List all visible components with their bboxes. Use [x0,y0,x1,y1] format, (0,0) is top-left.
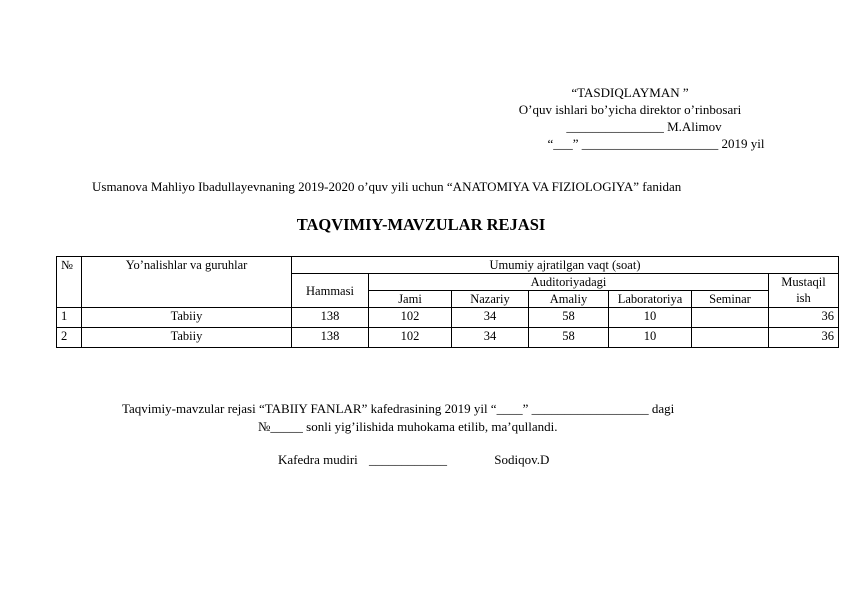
row-theory: 34 [452,328,529,348]
header-auditorium: Auditoriyadagi [369,274,769,291]
department-head-signature: ____________ [369,452,448,467]
row-number: 1 [57,308,82,328]
department-head-name: Sodiqov.D [494,452,550,467]
intro-line: Usmanova Mahliyo Ibadullayevnaning 2019-2020 o’quv yili uchun “ANATOMIYA VA FIZIOLOGIYA” fanidan [92,179,682,194]
footer-line-1: Taqvimiy-mavzular rejasi “TABIIY FANLAR” kafedrasining 2019 yil “____” __________________ dagi [122,401,675,416]
header-independent-label: Mustaqil ish [781,275,826,305]
row-theory: 34 [452,308,529,328]
plan-table [56,256,839,348]
row-total: 138 [292,328,369,348]
row-number: 2 [57,328,82,348]
approval-title: “TASDIQLAYMAN ” [571,85,689,100]
header-theory: Nazariy [452,291,529,308]
header-total-time: Umumiy ajratilgan vaqt (soat) [292,257,839,274]
department-head-line [278,452,549,468]
header-practice: Amaliy [529,291,609,308]
footer-line-2: №_____ sonli yig’ilishida muhokama etilib, ma’qullandi. [258,419,558,434]
header-independent [769,274,839,308]
table-row [57,328,839,348]
approval-position: O’quv ishlari bo’yicha direktor o’rinbosari [518,102,742,117]
table-row [57,308,839,328]
header-number: № [57,257,82,308]
row-lab: 10 [609,328,692,348]
approval-block [480,84,780,152]
row-sum: 102 [369,308,452,328]
row-independent: 36 [769,308,839,328]
row-sum: 102 [369,328,452,348]
header-sum: Jami [369,291,452,308]
header-seminar: Seminar [692,291,769,308]
approval-date-line: “___” _____________________ 2019 yil [547,136,765,151]
document-title: TAQVIMIY-MAVZULAR REJASI [296,215,546,234]
header-lab: Laboratoriya [609,291,692,308]
table-header-row-1 [57,257,839,274]
header-groups: Yo’nalishlar va guruhlar [82,257,292,308]
approval-signature-line: _______________ M.Alimov [566,119,722,134]
row-lab: 10 [609,308,692,328]
row-practice: 58 [529,328,609,348]
row-seminar [692,328,769,348]
row-seminar [692,308,769,328]
row-independent: 36 [769,328,839,348]
row-practice: 58 [529,308,609,328]
department-head-label: Kafedra mudiri [278,452,358,467]
row-total: 138 [292,308,369,328]
row-group: Tabiiy [82,328,292,348]
row-group: Tabiiy [82,308,292,328]
header-total: Hammasi [292,274,369,308]
